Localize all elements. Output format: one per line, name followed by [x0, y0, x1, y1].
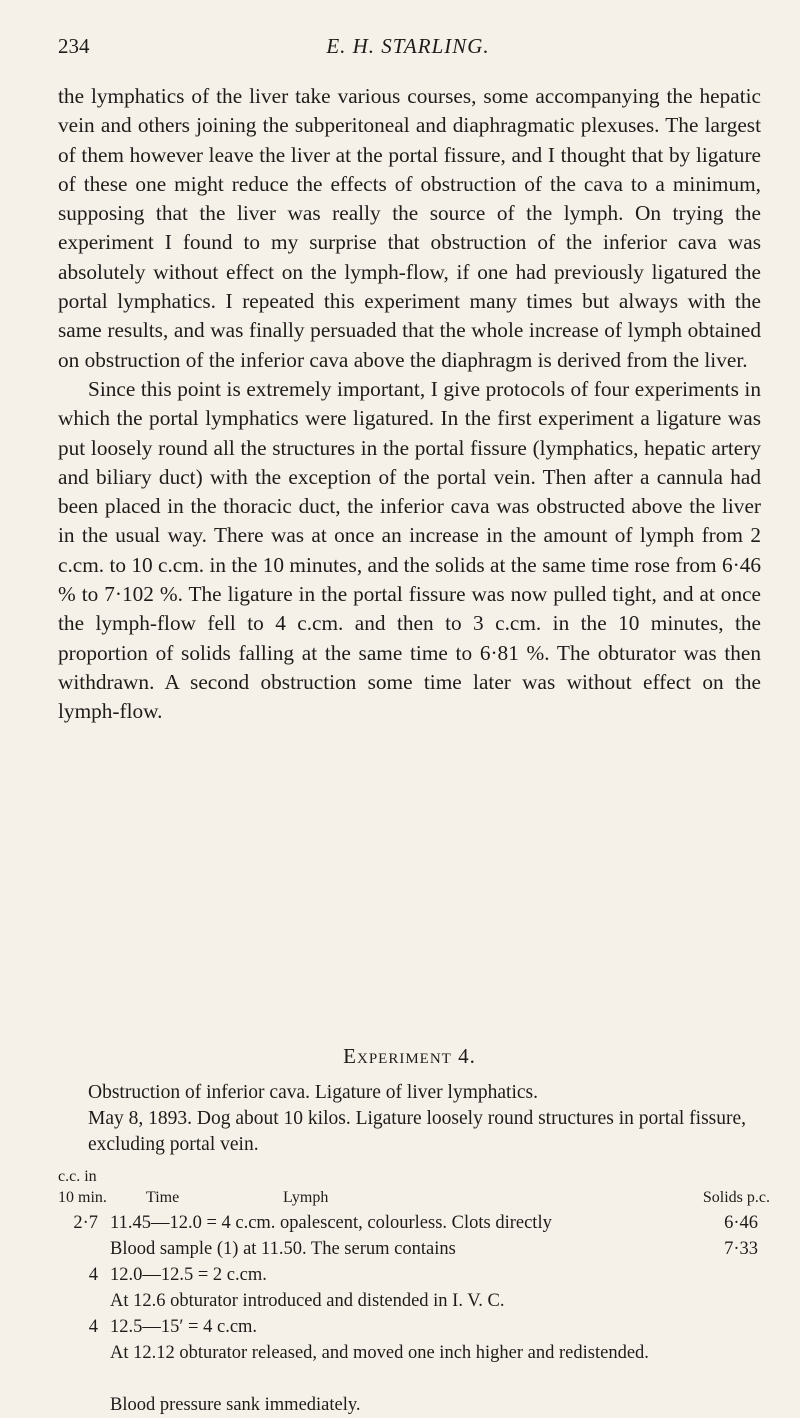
- table-row: [58, 1262, 770, 1288]
- section-heading: Experiment 4.: [343, 1044, 476, 1068]
- cell-solids: 6·46: [724, 1213, 758, 1233]
- cell-solids: 7·33: [724, 1239, 758, 1259]
- body-text: [58, 82, 761, 727]
- cell-text: 12.5—15′ = 4 c.cm.: [110, 1317, 258, 1337]
- page-number: 234: [58, 34, 90, 58]
- col-lymph: Lymph: [283, 1189, 329, 1206]
- cell-text: Blood pressure sank immediately.: [110, 1395, 361, 1415]
- cell-cc: 4: [88, 1317, 98, 1337]
- cell-cc: 2·7: [73, 1213, 98, 1233]
- col-time: Time: [146, 1189, 180, 1206]
- col-solids: Solids p.c.: [702, 1189, 770, 1206]
- page-header: [58, 20, 758, 60]
- table-row: [58, 1392, 770, 1418]
- table-header: [58, 1166, 770, 1210]
- cell-cc: 4: [88, 1265, 98, 1285]
- table-row: [58, 1314, 770, 1340]
- running-head: E. H. STARLING.: [326, 34, 490, 58]
- table-row: [58, 1340, 770, 1392]
- experiment-protocol: [58, 1080, 770, 1418]
- table-row: [58, 1236, 770, 1262]
- cell-text: At 12.6 obturator introduced and distended in I. V. C.: [110, 1291, 505, 1311]
- table-row: [58, 1288, 770, 1314]
- col-min: 10 min.: [58, 1189, 107, 1206]
- paragraph: Since this point is extremely important, I give protocols of four experiments in which the portal lymphatics were ligatured. In the first experiment a ligature was put loosely round all the structures in the portal fissure (lymphatics, hepatic artery and biliary duct) with the exception of the portal vein. Then after a cannula had been placed in the thoracic duct, the inferior cava was obstructed above the liver in the usual way. There was at once an increase in the amount of lymph from 2 c.cm. to 10 c.cm. in the 10 minutes, and the solids at the same time rose from 6·46 % to 7·102 %. The ligature in the portal fissure was now pulled tight, and at once the lymph-flow fell to 4 c.cm. and then to 3 c.cm. in the 10 minutes, the proportion of solids falling at the same time to 6·81 %. The obturator was then withdrawn. A second obstruction some time later was without effect on the lymph-flow.: [58, 376, 761, 724]
- paragraph: the lymphatics of the liver take various courses, some accompanying the hepatic vein and others joining the subperitoneal and diaphragmatic plexuses. The largest of them however leave the liver at the portal fissure, and I thought that by ligature of these one might reduce the effects of obstruction of the cava to a minimum, supposing that the liver was really the source of the lymph. On trying the experiment I found to my surprise that obstruction of the inferior cava was absolutely without effect on the lymph-flow, if one had previously ligatured the portal lymphatics. I repeated this experiment many times but always with the same results, and was finally persuaded that the whole increase of lymph obtained on obstruction of the inferior cava above the diaphragm is derived from the liver.: [58, 84, 761, 372]
- col-cc: c.c. in: [58, 1168, 97, 1185]
- cell-text: 11.45—12.0 = 4 c.cm. opalescent, colourless. Clots directly: [110, 1213, 552, 1233]
- experiment-description: May 8, 1893. Dog about 10 kilos. Ligature loosely round structures in portal fissure, excluding portal vein.: [88, 1108, 747, 1155]
- protocol-table: [58, 1166, 770, 1418]
- cell-text: At 12.12 obturator released, and moved one inch higher and redistended.: [110, 1343, 649, 1363]
- table-row: [58, 1210, 770, 1236]
- cell-text: Blood sample (1) at 11.50. The serum contains: [110, 1239, 456, 1259]
- experiment-title: Obstruction of inferior cava. Ligature of liver lymphatics.: [88, 1082, 538, 1103]
- cell-text: 12.0—12.5 = 2 c.cm.: [110, 1265, 267, 1285]
